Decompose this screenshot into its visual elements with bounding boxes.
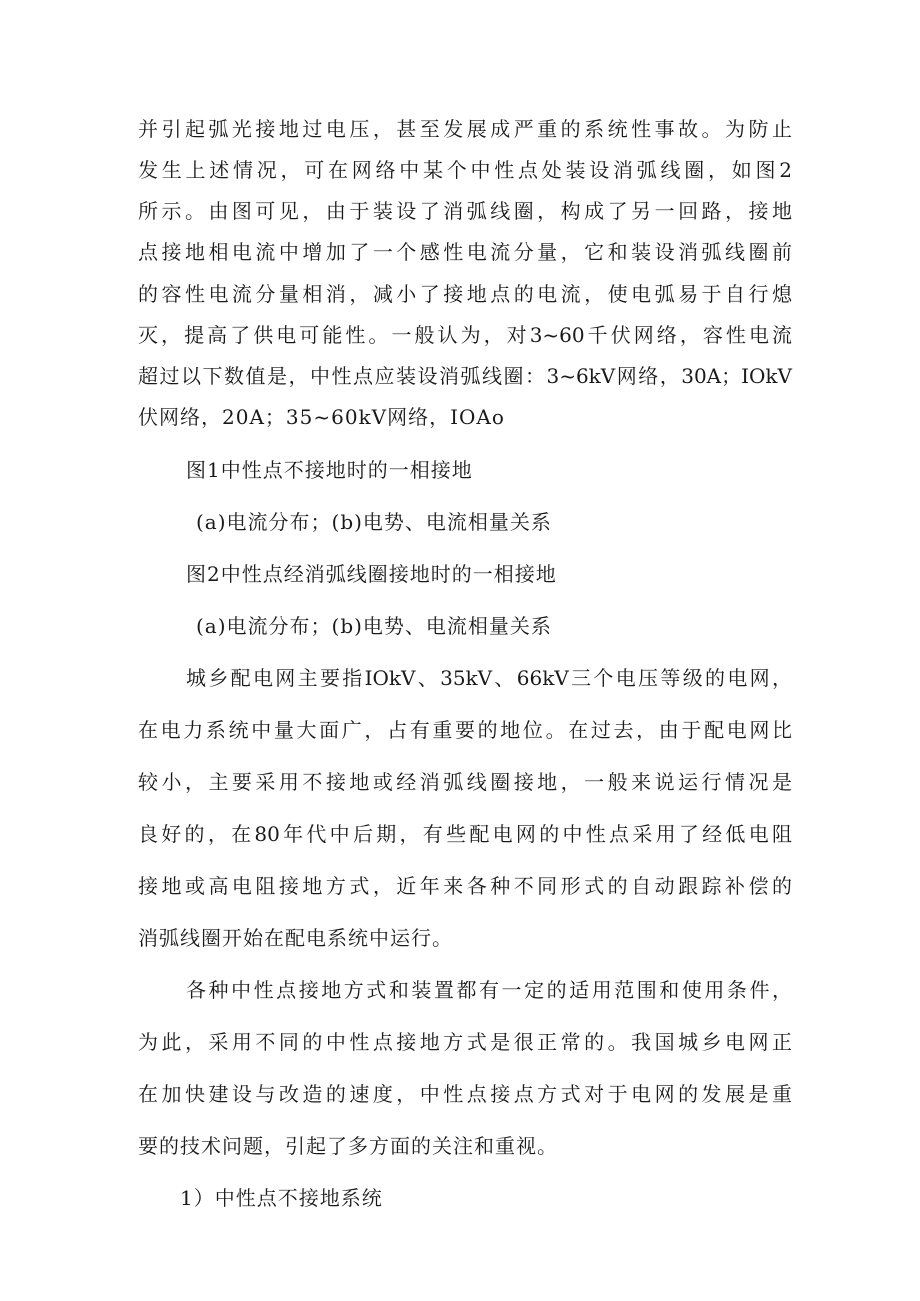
figure-1-subcaption: (a)电流分布；(b)电势、电流相量关系 <box>196 510 552 534</box>
paragraph-3-line-1: 各种中性点接地方式和装置都有一定的适用范围和使用条件， <box>186 978 792 1002</box>
figure-2-subcaption: (a)电流分布；(b)电势、电流相量关系 <box>196 614 552 638</box>
figure-2-caption: 图2中性点经消弧线圈接地时的一相接地 <box>186 562 557 586</box>
figure-1-caption: 图1中性点不接地时的一相接地 <box>186 458 473 482</box>
paragraph-2-line-1: 城乡配电网主要指IOkV、35kV、66kV三个电压等级的电网， <box>186 666 792 690</box>
paragraph-2-line-2: 在电力系统中量大面广，占有重要的地位。在过去，由于配电网比 <box>138 718 792 742</box>
paragraph-1-line-5: 的容性电流分量相消，减小了接地点的电流，使电弧易于自行熄 <box>138 282 792 306</box>
paragraph-2-line-3: 较小，主要采用不接地或经消弧线圈接地，一般来说运行情况是 <box>138 770 792 794</box>
paragraph-3-line-4: 要的技术问题，引起了多方面的关注和重视。 <box>138 1134 558 1158</box>
paragraph-1-line-1: 并引起弧光接地过电压，甚至发展成严重的系统性事故。为防止 <box>138 117 792 141</box>
paragraph-1-line-3: 所示。由图可见，由于装设了消弧线圈，构成了另一回路，接地 <box>138 199 792 223</box>
paragraph-1-line-2: 发生上述情况，可在网络中某个中性点处装设消弧线圈，如图2 <box>138 158 792 182</box>
paragraph-1-line-8: 伏网络，20A；35~60kV网络，IOAo <box>138 405 505 429</box>
paragraph-1-line-4: 点接地相电流中增加了一个感性电流分量，它和装设消弧线圈前 <box>138 240 792 264</box>
paragraph-2-line-4: 良好的，在80年代中后期，有些配电网的中性点采用了经低电阻 <box>138 822 792 846</box>
paragraph-3-line-3: 在加快建设与改造的速度，中性点接点方式对于电网的发展是重 <box>138 1082 792 1106</box>
paragraph-1-line-7: 超过以下数值是，中性点应装设消弧线圈：3~6kV网络，30A；IOkV <box>138 364 792 388</box>
paragraph-3-line-2: 为此，采用不同的中性点接地方式是很正常的。我国城乡电网正 <box>138 1030 792 1054</box>
paragraph-2-line-5: 接地或高电阻接地方式，近年来各种不同形式的自动跟踪补偿的 <box>138 874 792 898</box>
paragraph-1-line-6: 灭，提高了供电可能性。一般认为，对3~60千伏网络，容性电流 <box>138 323 792 347</box>
paragraph-2-line-6: 消弧线圈开始在配电系统中运行。 <box>138 926 453 950</box>
section-heading: 1）中性点不接地系统 <box>180 1186 383 1210</box>
